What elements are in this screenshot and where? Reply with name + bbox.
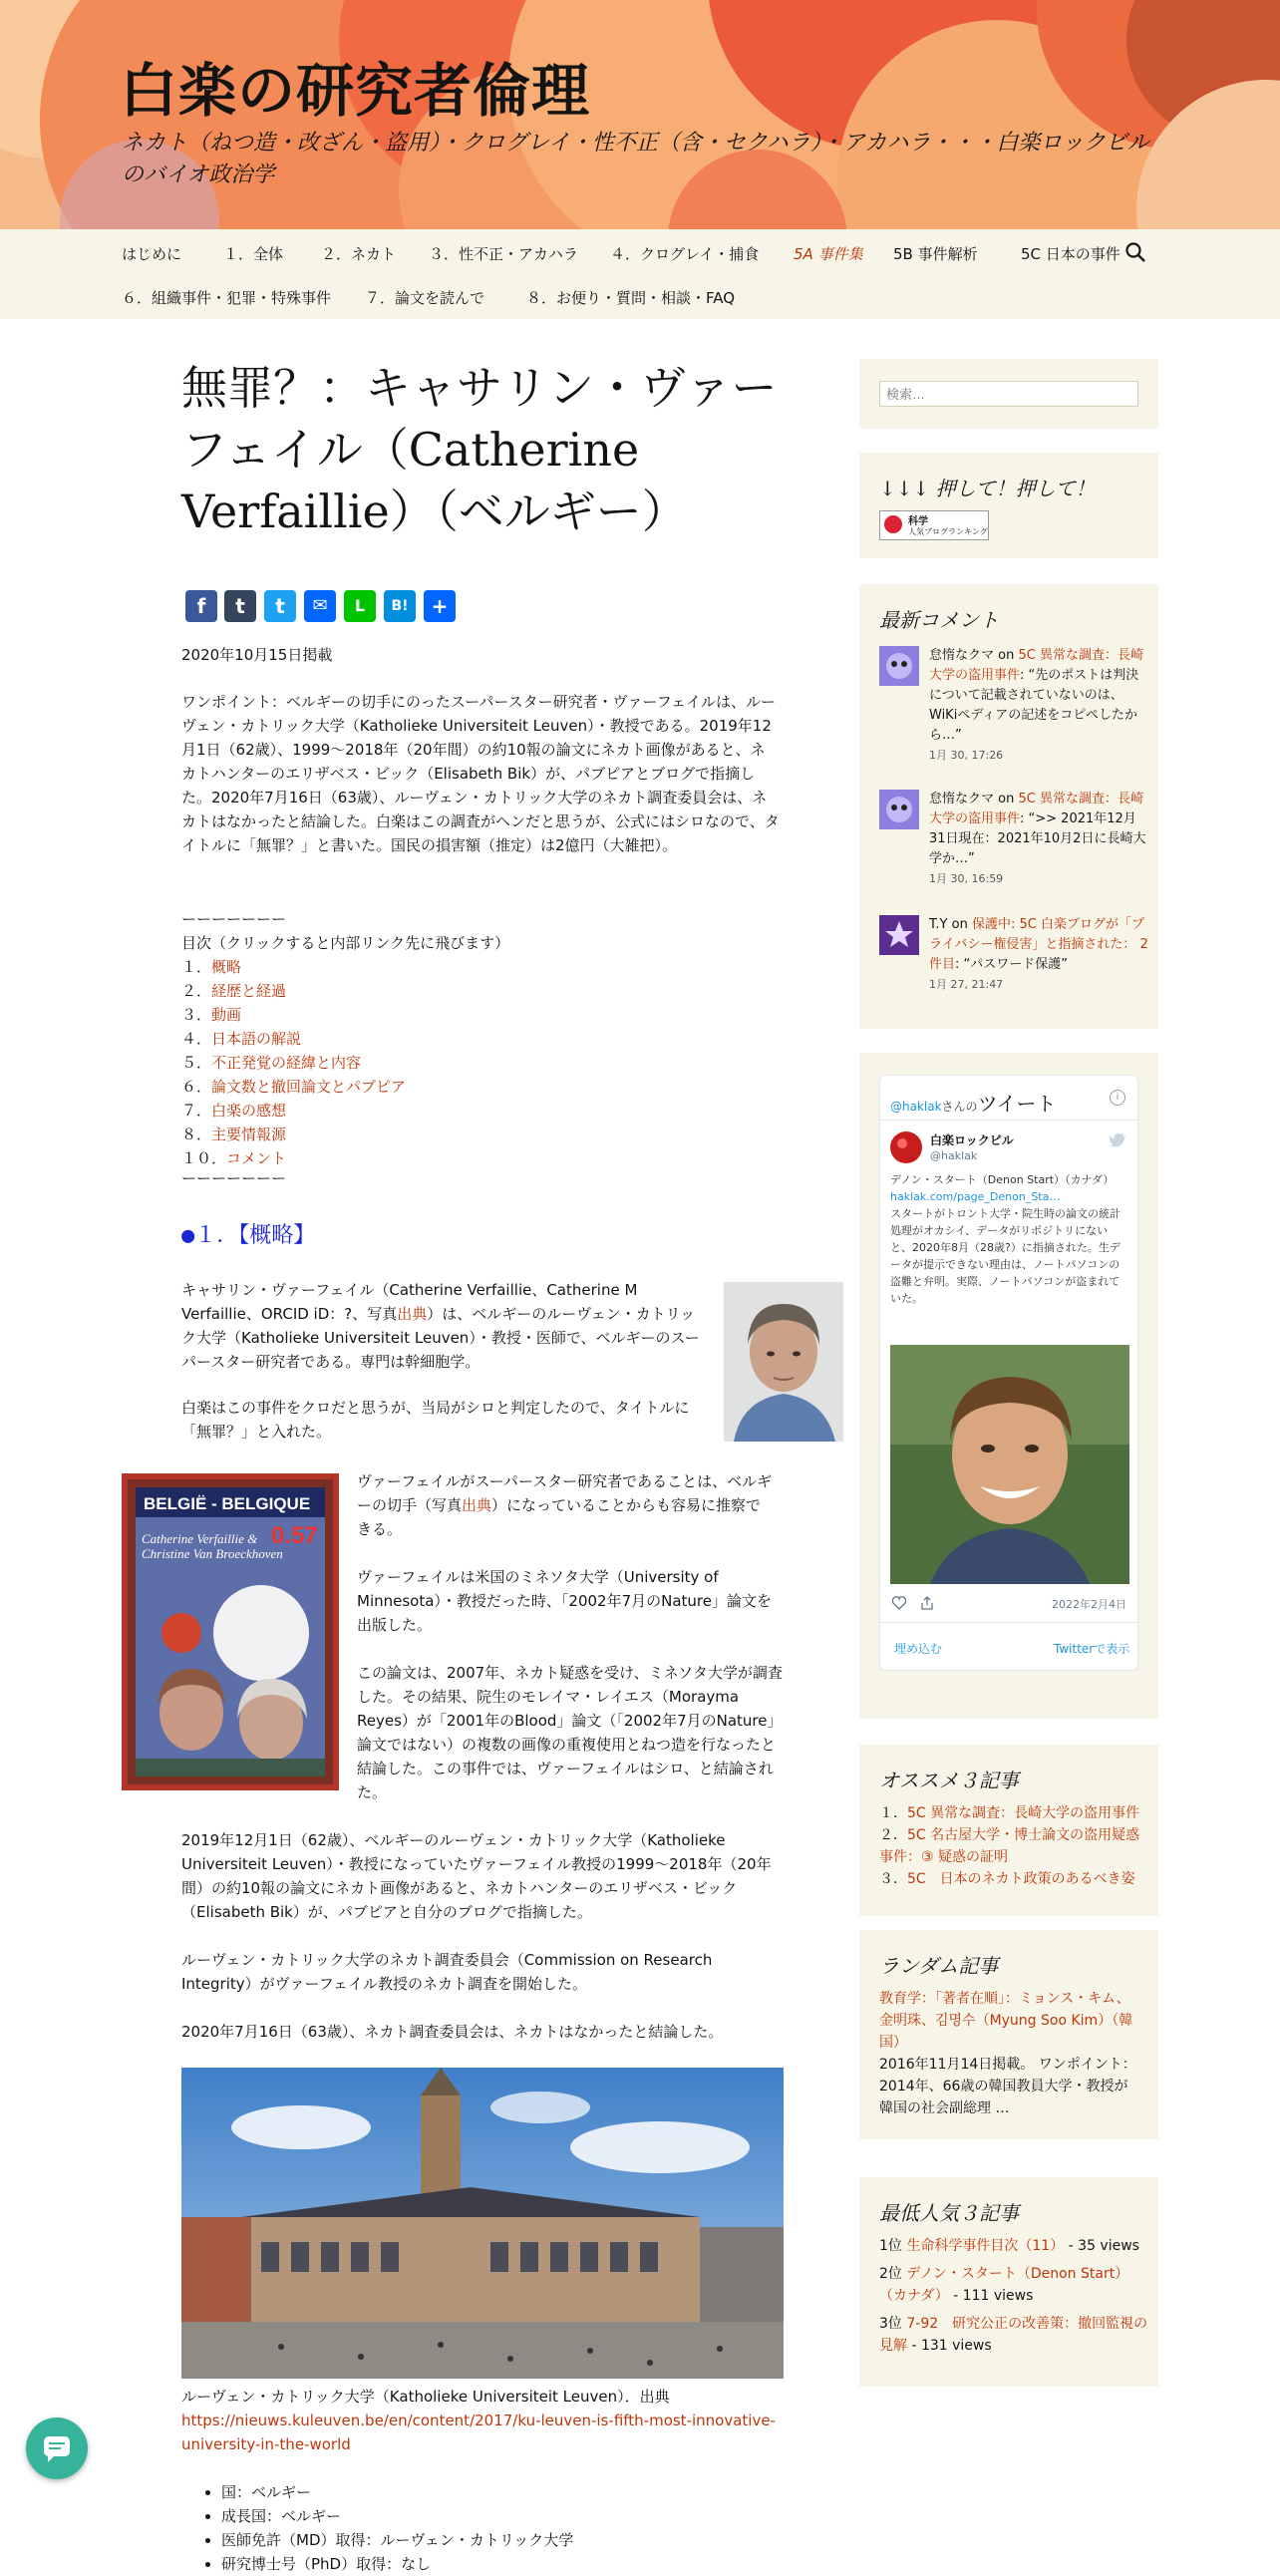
ranking-badge-icon (884, 515, 902, 533)
stamp-country-label: BELGIË - BELGIQUE (144, 1494, 311, 1513)
list-item: 3位 7-92 研究公正の改善策：撤回監視の見解 - 131 views (879, 2316, 1148, 2354)
comment-post-link[interactable]: 5C 異常な調査：長崎大学の盗用事件 (929, 648, 1143, 683)
list-item: • 成長国：ベルギー (221, 2504, 780, 2528)
toc-link-comments[interactable]: コメント (226, 1149, 287, 1167)
email-share-icon[interactable]: ✉ (304, 590, 336, 622)
toc-link-japanese[interactable]: 日本語の解説 (211, 1030, 302, 1048)
tweet-image[interactable] (890, 1345, 1129, 1584)
comment-time: 1月 27, 21:47 (929, 978, 1004, 991)
avatar (879, 790, 919, 829)
nav-item-overall[interactable]: １．全体 (223, 245, 284, 263)
tweet-link[interactable]: haklak.com/page_Denon_Sta… (890, 1190, 1061, 1203)
ranking-widget (859, 453, 1158, 558)
photo-caption: ルーヴェン・カトリック大学（Katholieke Universiteit Leuven）．出典 https://nieuws.kuleuven.be/en/content/2017/ku-leuven-is-fifth-most-innovative-university-in-the-world (181, 2388, 776, 2453)
verfaillie-portrait (724, 1282, 843, 1442)
nav-item-5b[interactable]: 5B 事件解析 (893, 245, 978, 263)
toc-link-video[interactable]: 動画 (211, 1006, 242, 1024)
conclusion-paragraph: 2020年7月16日（63歳）、ネカト調査委員会は、ネカトはなかったと結論した。 (181, 2023, 724, 2041)
ranking-title: ↓↓↓ 押して！押して！ (879, 477, 1096, 500)
facebook-share-icon[interactable]: f (185, 590, 217, 622)
post-date: 2020年10月15日掲載 (181, 646, 333, 664)
least-popular-link[interactable]: 7-92 研究公正の改善策：撤回監視の見解 (879, 2316, 1148, 2354)
least-popular-list (879, 2235, 1148, 2357)
toc-link-overview[interactable]: 概略 (211, 958, 242, 976)
toc-link-impressions[interactable]: 白楽の感想 (211, 1102, 287, 1120)
site-header (0, 0, 1280, 229)
like-icon[interactable] (892, 1596, 906, 1610)
photo-source-url[interactable]: https://nieuws.kuleuven.be/en/content/2017/ku-leuven-is-fifth-most-innovative-university-in-the-world (181, 2412, 776, 2453)
toc-item: ８．主要情報源 (181, 1126, 287, 1143)
stamp-paragraph: ヴァーフェイルがスーパースター研究者であることは、ベルギーの切手（写真出典）になっていることからも容易に推察できる。 (357, 1472, 773, 1538)
list-item: ２．5C 名古屋大学・博士論文の盗用疑惑事件：③ 疑惑の証明 (879, 1827, 1140, 1865)
twitter-timeline (879, 1075, 1138, 1671)
recent-comments-title: 最新コメント (879, 608, 999, 632)
nav-item-sexual-misconduct[interactable]: ３．性不正・アカハラ (429, 245, 578, 263)
twitter-share-icon[interactable]: t (264, 590, 296, 622)
photo-source-link[interactable]: 出典 (397, 1305, 428, 1323)
toc-item: １０．コメント (181, 1149, 287, 1167)
line-share-icon[interactable]: L (344, 590, 376, 622)
list-item: １．5C 異常な調査：長崎大学の盗用事件 (879, 1805, 1140, 1821)
list-item: • 研究博士号（PhD）取得：なし (221, 2552, 780, 2576)
toc-item: ４．日本語の解説 (181, 1030, 302, 1048)
profile-avatar[interactable] (890, 1131, 922, 1163)
blog-ranking-badge[interactable]: 科学 人気ブログランキング (879, 510, 989, 540)
random-post-link[interactable]: 教育学：「著者在順」：ミョンス・キム、金明珠、김명수（Myung Soo Kim）（韓国） (879, 1991, 1133, 2051)
onepoint-paragraph: ワンポイント：ベルギーの切手にのったスーパースター研究者・ヴァーフェイルは、ルーヴェン・カトリック大学（Katholieke Universiteit Leuven）・教授である。2019年12月1日（62歳）、1999～2018年（20年間）の約10報の論文にネカト画像があると、ネカトハンターのエリザベス・ビック（Elisabeth Bik）が、パブピアとブログで指摘した。2020年7月16日（63歳）、ルーヴェン・カトリック大学のネカト調査委員会は、ネカトはなかったと結論した。白楽はこの調査がヘンだと思うが、公式にはシロなので、タイトルに「無罪？」と書いた。国民の損害額（推定）は2億円（大雑把）。 (181, 693, 780, 854)
addtoany-share-icon[interactable]: + (424, 590, 456, 622)
list-item: ３．5C 日本のネカト政策のあるべき姿 (879, 1871, 1135, 1887)
nav-item-organization[interactable]: ６．組織事件・犯罪・特殊事件 (122, 289, 332, 307)
toc-item: ６．論文数と撤回論文とパブピア (181, 1078, 407, 1096)
bik-paragraph: 2019年12月1日（62歳）、ベルギーのルーヴェン・カトリック大学（Katholieke Universiteit Leuven）・教授になっていたヴァーフェイル教授の1999～2018年（20年間）の約10報の論文にネカト画像があると、ネカトハンターのエリザベス・ビック（Elisabeth Bik）が、パブピアと自分のブログで指摘した。 (181, 1831, 772, 1921)
toc-item: １．概略 (181, 958, 242, 976)
nav-item-5a[interactable]: 5A 事件集 (794, 245, 863, 263)
comment-time: 1月 30, 16:59 (929, 872, 1004, 885)
tweet-author-handle[interactable]: @haklak (930, 1149, 978, 1162)
toc-link-papers[interactable]: 論文数と撤回論文とパブピア (211, 1078, 407, 1096)
stamp-names: Catherine Verfaillie & Christine Van Broeckhoven (142, 1531, 283, 1561)
nav-item-nekato[interactable]: ２．ネカト (321, 245, 397, 263)
tumblr-share-icon[interactable]: t (224, 590, 256, 622)
table-of-contents (181, 931, 600, 1170)
recommended-title: オススメ３記事 (879, 1769, 1019, 1792)
ku-leuven-library-photo (181, 2068, 784, 2379)
avatar (879, 915, 919, 955)
chat-icon (26, 2417, 88, 2479)
hatena-share-icon[interactable]: B! (384, 590, 416, 622)
nav-item-grey[interactable]: ４．クログレイ・捕食 (610, 245, 760, 263)
random-post-title: ランダム記事 (879, 1954, 999, 1978)
toc-item: ３．動画 (181, 1006, 242, 1024)
tweet-author-name[interactable]: 白楽ロックビル (930, 1133, 1014, 1147)
tweet-date[interactable]: 2022年2月4日 (1052, 1598, 1126, 1611)
section-heading-overview: ●１．【概略】 (181, 1223, 316, 1248)
comment-post-link[interactable]: 5C 異常な調査：長崎大学の盗用事件 (929, 792, 1143, 826)
toc-item: ７．白楽の感想 (181, 1102, 287, 1120)
least-popular-title: 最低人気３記事 (879, 2201, 1019, 2225)
search-input[interactable] (879, 381, 1138, 407)
belgian-stamp-image (122, 1473, 339, 1790)
embed-link[interactable]: 埋め込む (894, 1642, 943, 1656)
twitter-bird-icon (1110, 1133, 1125, 1147)
random-post-widget (859, 1930, 1158, 2139)
nav-item-intro[interactable]: はじめに (122, 245, 182, 263)
list-item: • 国：ベルギー (221, 2480, 780, 2504)
intro-paragraph: キャサリン・ヴァーフェイル（Catherine Verfaillie、Catherine M Verfaillie、ORCID iD：?、写真出典）は、ベルギーのルーヴェン・カトリック大学（Katholieke Universiteit Leuven）・教授・医師で、ベルギーのスーパースター研究者である。専門は幹細胞学。 (181, 1281, 700, 1371)
comment-post-link[interactable]: 保護中: 5C 白楽ブログが「プライバシー権侵害」と指摘された： 2件目 (929, 917, 1148, 972)
nav-item-papers[interactable]: ７．論文を読んで (365, 289, 485, 307)
twitter-by-line: @haklakさんのツイート (890, 1092, 1057, 1116)
search-widget (859, 359, 1158, 429)
nav-item-faq[interactable]: ８．お便り・質問・相談・FAQ (526, 289, 736, 307)
toc-item: ２．経歴と経過 (181, 982, 287, 1000)
commission-paragraph: ルーヴェン・カトリック大学のネカト調査委員会（Commission on Research Integrity）がヴァーフェイル教授のネカト調査を開始した。 (181, 1951, 713, 1993)
divider-top: ーーーーーーー (181, 910, 287, 928)
comment-time: 1月 30, 17:26 (929, 749, 1004, 762)
recommended-link[interactable]: 5C 日本のネカト政策のあるべき姿 (907, 1871, 1135, 1887)
stamp-price: 0.57 (271, 1522, 318, 1549)
view-on-twitter-link[interactable]: Twitterで表示 (1054, 1642, 1130, 1656)
stamp-source-link[interactable]: 出典 (462, 1496, 492, 1514)
avatar (879, 646, 919, 686)
list-item: 1位 生命科学事件目次（11） - 35 views (879, 2238, 1139, 2254)
site-title[interactable]: 白楽の研究者倫理 (120, 57, 591, 125)
info-icon[interactable]: i (1110, 1090, 1125, 1106)
random-post-excerpt: 2016年11月14日掲載。 ワンポイント：2014年、66歳の韓国教員大学・教授が韓国の社会副総理 … (879, 2057, 1136, 2116)
share-icon[interactable] (920, 1596, 934, 1610)
list-item: • 医師免許（MD）取得：ルーヴェン・カトリック大学 (221, 2528, 780, 2552)
main-navigation (0, 229, 1280, 319)
minnesota-paragraph: ヴァーフェイルは米国のミネソタ大学（University of Minnesota）・教授だった時、「2002年7月のNature」論文を出版した。 (357, 1568, 773, 1634)
investigation-paragraph: この論文は、2007年、ネカト疑惑を受け、ミネソタ大学が調査した。その結果、院生のモレイマ・レイエス（Morayma Reyes）が「2001年のBlood」論文（「2002年7月のNature」論文ではない）の複数の画像の重複使用とねつ造を行なったと結論した。この事件では、ヴァーフェイルはシロ、と結論された。 (357, 1664, 783, 1801)
recommended-widget (859, 1745, 1158, 1916)
toc-link-sources[interactable]: 主要情報源 (211, 1126, 287, 1143)
chat-button[interactable] (26, 2417, 88, 2479)
toc-link-discovery[interactable]: 不正発覚の経緯と内容 (211, 1054, 362, 1072)
tweet-text: デノン・スタート（Denon Start）（カナダ）haklak.com/page_Denon_Sta… スタートがトロント大学・院生時の論文の統計処理がオカシイ、データがリポジトリにないと、2020年8月（28歳?）に指摘された。生データが提示できない理由は、ノートパソコンの盗難と弁明。実際、ノートパソコンが盗まれていた。 (890, 1173, 1120, 1305)
search-icon[interactable] (1124, 241, 1146, 263)
toc-item: ５．不正発覚の経緯と内容 (181, 1054, 362, 1072)
least-popular-widget (859, 2177, 1158, 2387)
toc-intro: 目次（クリックすると内部リンク先に飛びます） (181, 934, 510, 952)
least-popular-link[interactable]: デノン・スタート（Denon Start）（カナダ） (879, 2266, 1129, 2304)
site-description: ネカト（ねつ造・改ざん・盗用）・クログレイ・性不正（含・セクハラ）・アカハラ・・・白楽ロックビルのバイオ政治学 (122, 131, 1149, 187)
toc-link-career[interactable]: 経歴と経過 (211, 982, 287, 1000)
list-item: 2位 デノン・スタート（Denon Start）（カナダ） - 111 views (879, 2266, 1129, 2304)
recommended-link[interactable]: 5C 異常な調査：長崎大学の盗用事件 (907, 1805, 1140, 1821)
article-title: 無罪？：キャサリン・ヴァーフェイル（Catherine Verfaillie）（ベルギー） (181, 361, 778, 538)
verdict-paragraph: 白楽はこの事件をクロだと思うが、当局がシロと判定したので、タイトルに「無罪？」と入れた。 (181, 1399, 690, 1441)
recommended-list (879, 1802, 1148, 1890)
profile-list (221, 2480, 780, 2576)
least-popular-link[interactable]: 生命科学事件目次（11） (906, 2238, 1065, 2254)
recommended-link[interactable]: 5C 名古屋大学・博士論文の盗用疑惑事件：③ 疑惑の証明 (879, 1827, 1140, 1865)
divider-bottom: ーーーーーーー (181, 1169, 287, 1187)
nav-item-5c[interactable]: 5C 日本の事件 (1021, 245, 1120, 263)
